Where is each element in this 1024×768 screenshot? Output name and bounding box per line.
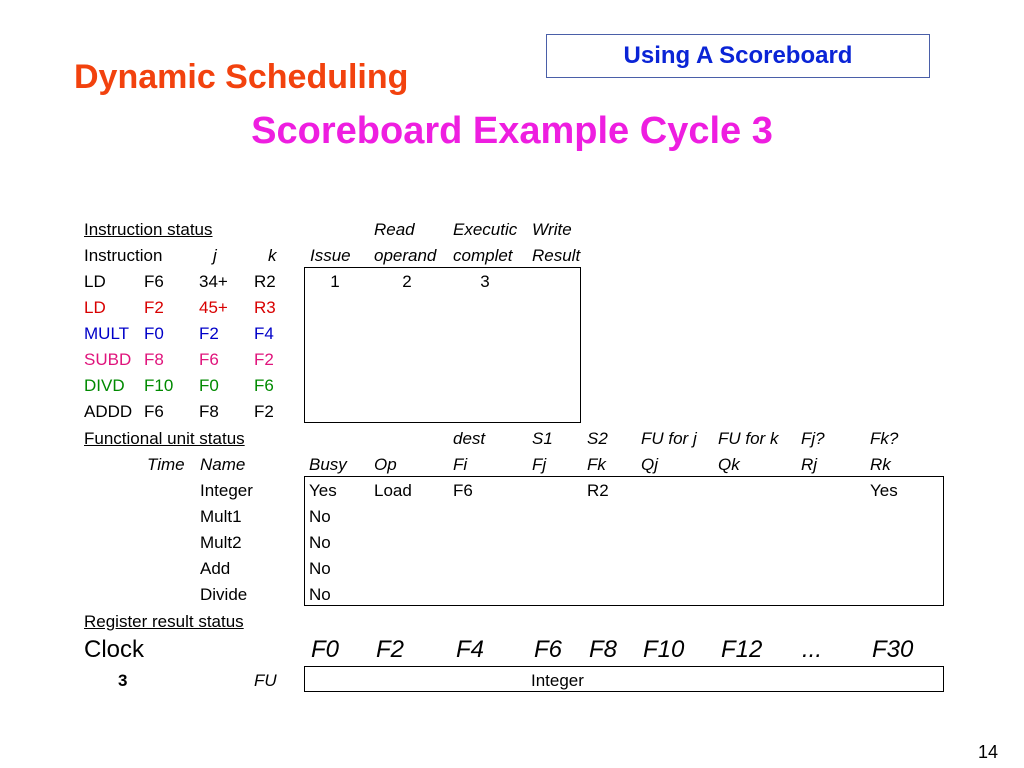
execution-header: Executic [453,220,518,239]
fu-name-cell: Mult2 [200,533,242,552]
exec-cycle: 3 [480,272,490,291]
instruction-j: F6 [199,350,219,369]
clock-label: Clock [84,636,145,663]
fk-header: Fk [587,455,606,474]
fu-name-cell: Mult1 [200,507,242,526]
issue-cycle: 1 [330,272,340,291]
fu-label: FU [254,671,277,690]
instruction-k: F6 [254,376,274,395]
fu-busy-cell: No [309,585,331,604]
instruction-op: LD [84,298,106,317]
s1-header: S1 [532,429,553,448]
register-name: F30 [872,636,914,663]
exec-complete-header: complet [453,246,513,265]
read-header: Read [374,220,415,239]
register-name: F6 [534,636,563,663]
instruction-dest: F6 [144,272,164,291]
instruction-j: F0 [199,376,219,395]
instruction-k: R3 [254,298,276,317]
instruction-op: MULT [84,324,130,343]
register-name: ... [802,636,823,663]
instruction-dest: F10 [144,376,174,395]
qk-header: Qk [718,455,740,474]
fu-for-k-header: FU for k [718,429,779,448]
instruction-dest: F6 [144,402,164,421]
instruction-k: F4 [254,324,274,343]
instruction-dest: F0 [144,324,164,343]
fu-busy-cell: No [309,559,331,578]
dest-header: dest [453,429,486,448]
instruction-k: F2 [254,402,274,421]
k-header: k [268,246,277,265]
clock-value: 3 [118,671,128,690]
fu-fk-cell: R2 [587,481,609,500]
instruction-k: F2 [254,350,274,369]
instruction-status-heading: Instruction status [84,220,213,239]
instruction-j: F2 [199,324,219,343]
fj-header: Fj [532,455,547,474]
register-name: F0 [311,636,340,663]
register-fu-box [304,666,944,692]
page-number: 14 [978,742,999,762]
s2-header: S2 [587,429,608,448]
register-status-heading: Register result status [84,612,244,631]
instruction-op: ADDD [84,402,133,421]
fu-status-heading: Functional unit status [84,429,245,448]
register-name: F8 [589,636,618,663]
issue-header: Issue [310,246,351,265]
topic-badge: Using A Scoreboard [546,34,930,78]
register-name: F2 [376,636,405,663]
instruction-k: R2 [254,272,276,291]
instruction-op: SUBD [84,350,132,369]
fk-ready-header: Fk? [870,429,899,448]
fu-for-j-header: FU for j [641,429,697,448]
fu-busy-cell: No [309,507,331,526]
slide-title: Dynamic Scheduling [74,58,409,96]
busy-header: Busy [309,455,347,474]
instruction-j: 34+ [199,272,228,291]
rj-header: Rj [801,455,818,474]
register-name: F12 [721,636,763,663]
register-name: F4 [456,636,485,663]
instruction-op: DIVD [84,376,125,395]
fi-header: Fi [453,455,468,474]
qj-header: Qj [641,455,658,474]
slide-subtitle: Scoreboard Example Cycle 3 [251,110,773,152]
instruction-op: LD [84,272,106,291]
fu-op-cell: Load [374,481,412,500]
fu-busy-cell: Yes [309,481,337,500]
fu-rk-cell: Yes [870,481,898,500]
read-operand-header: operand [374,246,437,265]
register-name: F10 [643,636,685,663]
write-result-header: Result [532,246,581,265]
fu-name-cell: Integer [200,481,253,500]
fu-name-cell: Add [200,559,231,578]
j-header: j [213,246,217,265]
instruction-j: F8 [199,402,219,421]
time-header: Time [147,455,185,474]
instruction-dest: F2 [144,298,164,317]
fu-fi-cell: F6 [453,481,473,500]
op-header: Op [374,455,397,474]
name-header: Name [200,455,246,474]
fj-ready-header: Fj? [801,429,825,448]
rk-header: Rk [870,455,891,474]
write-header: Write [532,220,572,239]
instruction-j: 45+ [199,298,228,317]
register-fu-value: Integer [531,671,584,690]
fu-busy-cell: No [309,533,331,552]
read-cycle: 2 [402,272,412,291]
instruction-dest: F8 [144,350,164,369]
instruction-header: Instruction [84,246,163,265]
fu-name-cell: Divide [200,585,248,604]
